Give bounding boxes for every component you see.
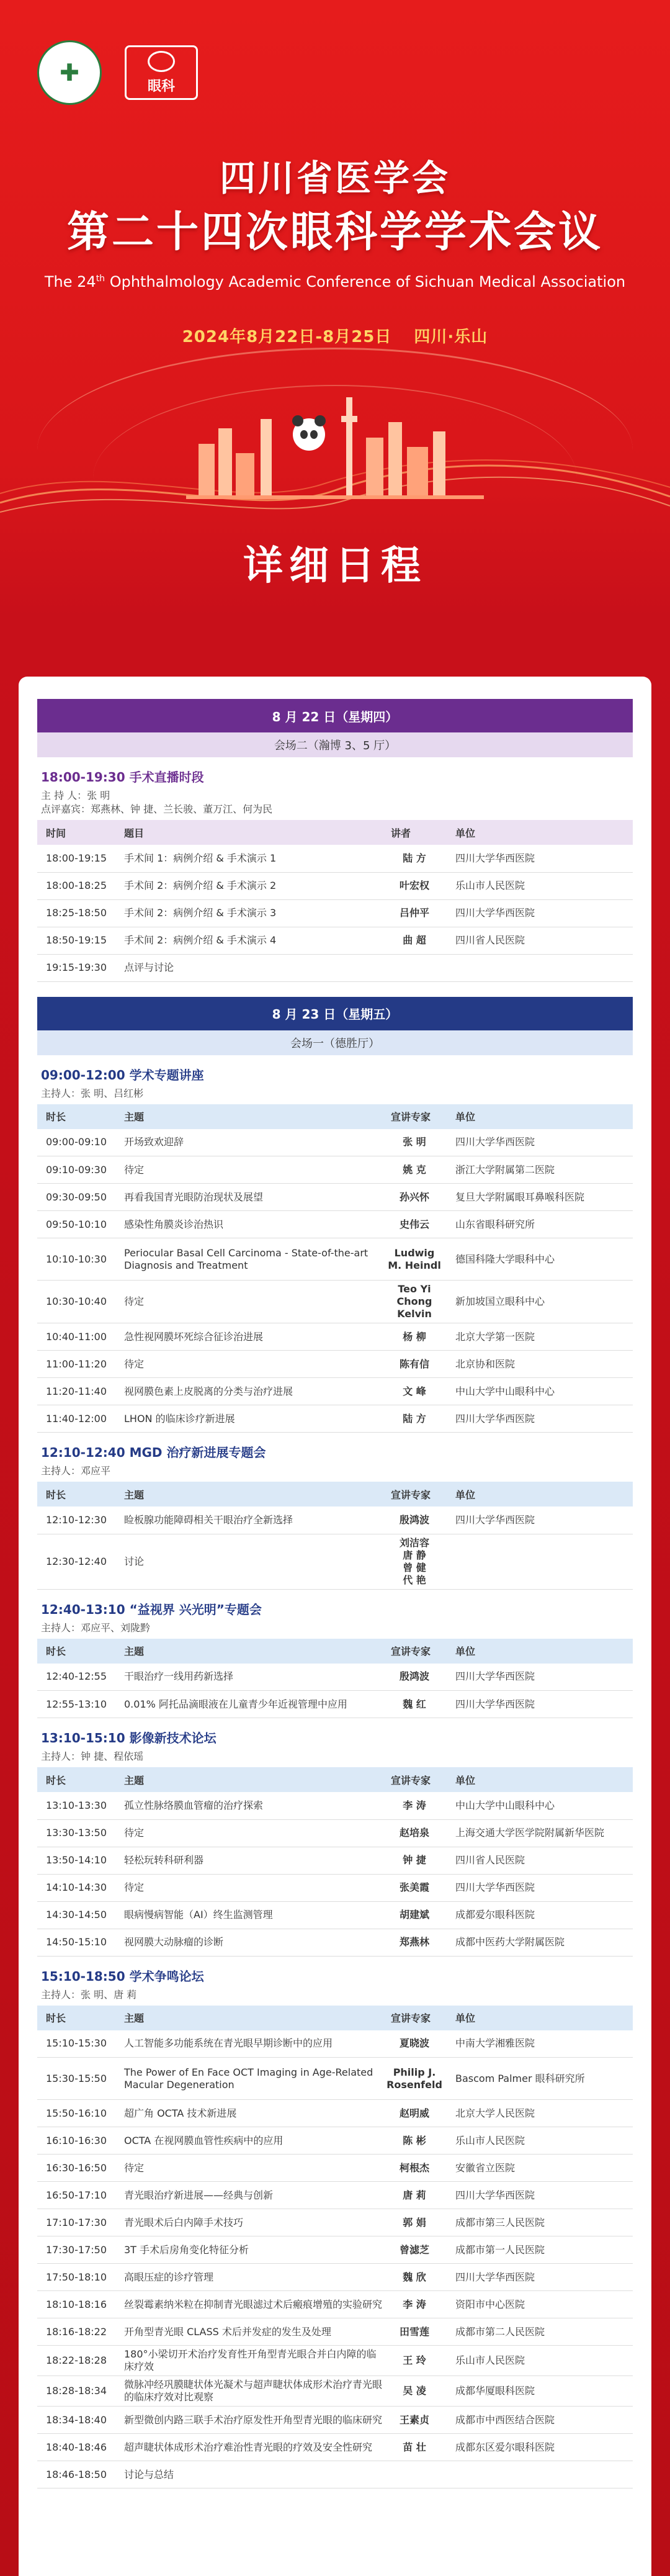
column-header: 时长 [37, 1767, 115, 1792]
topic-cell: 超声睫状体成形术治疗难治性青光眼的疗效及安全性研究 [115, 2434, 382, 2461]
speaker-cell: 曲 超 [382, 927, 447, 954]
table-row [37, 2209, 633, 2236]
table-row [37, 872, 633, 899]
column-header: 时长 [37, 1639, 115, 1664]
session-title: 18:00-19:30 手术直播时段 [41, 770, 204, 785]
time-cell: 14:50-15:10 [37, 1929, 115, 1956]
column-header: 宣讲专家 [382, 1767, 447, 1792]
speaker-cell: 郑燕林 [382, 1929, 447, 1956]
session-title: 12:10-12:40 MGD 治疗新进展专题会 [41, 1445, 266, 1460]
column-header: 宣讲专家 [382, 1104, 447, 1129]
topic-cell: 待定 [115, 1351, 382, 1378]
title-line-2: 第二十四次眼科学学术会议 [66, 208, 603, 257]
time-cell: 11:00-11:20 [37, 1351, 115, 1378]
session-block [37, 1055, 633, 1104]
column-header: 讲者 [382, 820, 447, 845]
speaker-cell: Philip J. Rosenfeld [382, 2058, 447, 2100]
table-row [37, 845, 633, 872]
speaker-cell: 叶宏权 [382, 872, 447, 899]
topic-cell: 视网膜色素上皮脱离的分类与治疗进展 [115, 1378, 382, 1405]
speaker-cell: 赵明威 [382, 2100, 447, 2127]
day2-sessions [37, 1055, 633, 2489]
speaker-cell [382, 954, 447, 981]
session-meta-line: 主持人：邓应平、刘陇黔 [41, 1621, 151, 1634]
session-block [37, 1590, 633, 1639]
session-chairs [41, 789, 629, 816]
session-block [37, 757, 633, 820]
speaker-cell: 姚 克 [382, 1156, 447, 1184]
session-title: 13:10-15:10 影像新技术论坛 [41, 1731, 217, 1745]
column-header: 时间 [37, 820, 115, 845]
session-block [37, 1957, 633, 2006]
speaker-cell: 唐 莉 [382, 2182, 447, 2209]
column-header: 单位 [447, 820, 633, 845]
topic-cell: 视网膜大动脉瘤的诊断 [115, 1929, 382, 1956]
affiliation-cell: 北京协和医院 [447, 1351, 633, 1378]
day-header-aug22: 8 月 22 日（星期四） [37, 699, 633, 732]
table-row [37, 2030, 633, 2058]
affiliation-cell: 四川大学华西医院 [447, 1129, 633, 1156]
table-row [37, 2461, 633, 2488]
time-cell: 18:28-18:34 [37, 2376, 115, 2407]
time-cell: 11:40-12:00 [37, 1405, 115, 1433]
schedule-table [37, 1482, 633, 1590]
table-row [37, 1405, 633, 1433]
session-meta-line: 主持人：钟 捷、程依瑶 [41, 1750, 144, 1762]
day-header-aug23: 8 月 23 日（星期五） [37, 997, 633, 1030]
time-cell: 09:30-09:50 [37, 1184, 115, 1211]
speaker-cell: 曾滤芝 [382, 2236, 447, 2264]
topic-cell: 180°小梁切开术治疗发育性开角型青光眼合并白内障的临床疗效 [115, 2346, 382, 2376]
column-header: 单位 [447, 1639, 633, 1664]
venue-label: 会场二（瀚博 3、5 厅） [37, 732, 633, 757]
column-header: 单位 [447, 1482, 633, 1506]
hero-banner [0, 0, 670, 670]
topic-cell: 人工智能多功能系统在青光眼早期诊断中的应用 [115, 2030, 382, 2058]
conference-location: 四川·乐山 [414, 328, 488, 346]
speaker-cell: 王 玲 [382, 2346, 447, 2376]
topic-cell: 0.01% 阿托品滴眼液在儿童青少年近视管理中应用 [115, 1691, 382, 1718]
time-cell: 15:10-15:30 [37, 2030, 115, 2058]
time-cell: 12:30-12:40 [37, 1534, 115, 1589]
affiliation-cell: 成都中医药大学附属医院 [447, 1929, 633, 1956]
affiliation-cell: 上海交通大学医学院附属新华医院 [447, 1819, 633, 1847]
speaker-cell: 钟 捷 [382, 1847, 447, 1874]
time-cell: 18:40-18:46 [37, 2434, 115, 2461]
conference-dates: 2024年8月22日-8月25日 [182, 328, 392, 346]
time-cell: 11:20-11:40 [37, 1378, 115, 1405]
table-row [37, 2376, 633, 2407]
time-cell: 16:30-16:50 [37, 2155, 115, 2182]
topic-cell: 青光眼治疗新进展——经典与创新 [115, 2182, 382, 2209]
time-cell: 14:30-14:50 [37, 1901, 115, 1929]
speaker-cell: 陈有信 [382, 1351, 447, 1378]
time-cell: 14:10-14:30 [37, 1874, 115, 1901]
table-row [37, 2236, 633, 2264]
affiliation-cell: 成都华厦眼科医院 [447, 2376, 633, 2407]
speaker-cell: 王素贞 [382, 2407, 447, 2434]
table-row [37, 1506, 633, 1534]
time-cell: 16:10-16:30 [37, 2127, 115, 2155]
session-title: 09:00-12:00 学术专题讲座 [41, 1067, 204, 1083]
column-header: 时长 [37, 1104, 115, 1129]
affiliation-cell: 成都东区爱尔眼科医院 [447, 2434, 633, 2461]
speaker-cell: 柯根杰 [382, 2155, 447, 2182]
session-meta-line: 主持人：邓应平 [41, 1465, 111, 1477]
title-line-1: 四川省医学会 [219, 157, 450, 199]
topic-cell: OCTA 在视网膜血管性疾病中的应用 [115, 2127, 382, 2155]
topic-cell: 微脉冲经巩膜睫状体光凝术与超声睫状体成形术治疗青光眼的临床疗效对比观察 [115, 2376, 382, 2407]
time-cell: 17:30-17:50 [37, 2236, 115, 2264]
table-row [37, 1129, 633, 1156]
time-cell: 12:55-13:10 [37, 1691, 115, 1718]
affiliation-cell: 成都市第二人民医院 [447, 2318, 633, 2346]
topic-cell: The Power of En Face OCT Imaging in Age-Related Macular Degeneration [115, 2058, 382, 2100]
column-header: 主题 [115, 1104, 382, 1129]
column-header: 单位 [447, 2006, 633, 2030]
affiliation-cell: 复旦大学附属眼耳鼻喉科医院 [447, 1184, 633, 1211]
affiliation-cell: 乐山市人民医院 [447, 872, 633, 899]
topic-cell: 待定 [115, 1156, 382, 1184]
topic-cell: 干眼治疗一线用药新选择 [115, 1664, 382, 1691]
table-row [37, 1664, 633, 1691]
topic-cell: 手术间 2：病例介绍 & 手术演示 3 [115, 899, 382, 927]
speaker-cell: 杨 柳 [382, 1323, 447, 1351]
affiliation-cell [447, 2461, 633, 2488]
session-chairs [41, 1750, 629, 1763]
affiliation-cell: 浙江大学附属第二医院 [447, 1156, 633, 1184]
table-row [37, 1211, 633, 1238]
speaker-cell: 李 涛 [382, 2291, 447, 2318]
column-header: 时长 [37, 2006, 115, 2030]
schedule-table [37, 2006, 633, 2489]
table-row [37, 2346, 633, 2376]
day1-sessions [37, 757, 633, 982]
session-chairs [41, 1087, 629, 1101]
affiliation-cell: 乐山市人民医院 [447, 2346, 633, 2376]
speaker-cell: 李 涛 [382, 1792, 447, 1819]
session-chairs [41, 1988, 629, 2002]
schedule-table [37, 1104, 633, 1433]
topic-cell: 待定 [115, 1819, 382, 1847]
topic-cell: 孤立性脉络膜血管瘤的治疗探索 [115, 1792, 382, 1819]
speaker-cell: 吕仲平 [382, 899, 447, 927]
affiliation-cell: 新加坡国立眼科中心 [447, 1281, 633, 1323]
time-cell: 13:50-14:10 [37, 1847, 115, 1874]
session-block [37, 1433, 633, 1482]
topic-cell: 再看我国青光眼防治现状及展望 [115, 1184, 382, 1211]
table-row [37, 1929, 633, 1956]
affiliation-cell: 资阳市中心医院 [447, 2291, 633, 2318]
session-chairs [41, 1464, 629, 1478]
time-cell: 12:40-12:55 [37, 1664, 115, 1691]
table-row [37, 2058, 633, 2100]
affiliation-cell: 成都市第三人民医院 [447, 2209, 633, 2236]
subtitle-english: The 24th Ophthalmology Academic Conference of Sichuan Medical Association [44, 273, 626, 290]
affiliation-cell: 中山大学中山眼科中心 [447, 1792, 633, 1819]
affiliation-cell: 安徽省立医院 [447, 2155, 633, 2182]
topic-cell: 急性视网膜坏死综合征诊治进展 [115, 1323, 382, 1351]
speaker-cell: 郭 娟 [382, 2209, 447, 2236]
table-row [37, 1819, 633, 1847]
session-meta-line: 主持人：张 明、唐 莉 [41, 1988, 137, 2001]
speaker-cell: 田雪莲 [382, 2318, 447, 2346]
table-row [37, 2264, 633, 2291]
topic-cell: 手术间 2：病例介绍 & 手术演示 2 [115, 872, 382, 899]
table-row [37, 954, 633, 981]
column-header: 主题 [115, 1639, 382, 1664]
session-title: 12:40-13:10 “益视界 兴光明”专题会 [41, 1601, 262, 1617]
affiliation-cell: 四川大学华西医院 [447, 1874, 633, 1901]
schedule-card [19, 677, 651, 2576]
column-header: 主题 [115, 2006, 382, 2030]
speaker-cell: 殷鸿波 [382, 1664, 447, 1691]
speaker-cell: 刘洁容 唐 静 曾 健 代 艳 [382, 1534, 447, 1589]
table-row [37, 2407, 633, 2434]
affiliation-cell [447, 954, 633, 981]
table-row [37, 1184, 633, 1211]
affiliation-cell: 中山大学中山眼科中心 [447, 1378, 633, 1405]
topic-cell: 讨论与总结 [115, 2461, 382, 2488]
city-skyline-illustration [174, 385, 496, 503]
time-cell: 18:22-18:28 [37, 2346, 115, 2376]
topic-cell: 讨论 [115, 1534, 382, 1589]
table-row [37, 1691, 633, 1718]
speaker-cell: 殷鸿波 [382, 1506, 447, 1534]
topic-cell: 超广角 OCTA 技术新进展 [115, 2100, 382, 2127]
affiliation-cell: 四川大学华西医院 [447, 1664, 633, 1691]
schedule-table [37, 1639, 633, 1719]
date-location [0, 324, 670, 347]
table-row [37, 1351, 633, 1378]
affiliation-cell: 中南大学湘雅医院 [447, 2030, 633, 2058]
affiliation-cell: 四川大学华西医院 [447, 2264, 633, 2291]
time-cell: 18:25-18:50 [37, 899, 115, 927]
time-cell: 12:10-12:30 [37, 1506, 115, 1534]
affiliation-cell: 四川省人民医院 [447, 927, 633, 954]
affiliation-cell [447, 1534, 633, 1589]
time-cell: 09:50-10:10 [37, 1211, 115, 1238]
topic-cell: 青光眼术后白内障手术技巧 [115, 2209, 382, 2236]
medical-association-logo: ✚ [32, 38, 107, 107]
table-row [37, 2318, 633, 2346]
table-row [37, 1378, 633, 1405]
topic-cell: 开场致欢迎辞 [115, 1129, 382, 1156]
time-cell: 16:50-17:10 [37, 2182, 115, 2209]
session-title: 15:10-18:50 学术争鸣论坛 [41, 1968, 204, 1984]
topic-cell: 开角型青光眼 CLASS 术后并发症的发生及处理 [115, 2318, 382, 2346]
speaker-cell: Ludwig M. Heindl [382, 1238, 447, 1281]
speaker-cell: 赵培泉 [382, 1819, 447, 1847]
speaker-cell: 魏 红 [382, 1691, 447, 1718]
speaker-cell: 孙兴怀 [382, 1184, 447, 1211]
affiliation-cell: Bascom Palmer 眼科研究所 [447, 2058, 633, 2100]
spacer [37, 982, 633, 997]
speaker-cell: Teo Yi Chong Kelvin [382, 1281, 447, 1323]
column-header: 单位 [447, 1767, 633, 1792]
time-cell: 18:46-18:50 [37, 2461, 115, 2488]
session-meta-line: 点评嘉宾：郑燕林、钟 捷、兰长骏、董万江、何为民 [41, 803, 273, 815]
table-row [37, 1323, 633, 1351]
table-row [37, 1534, 633, 1589]
speaker-cell: 陆 方 [382, 1405, 447, 1433]
speaker-cell: 张 明 [382, 1129, 447, 1156]
topic-cell: 点评与讨论 [115, 954, 382, 981]
affiliation-cell: 四川大学华西医院 [447, 845, 633, 872]
affiliation-cell: 成都爱尔眼科医院 [447, 1901, 633, 1929]
topic-cell: LHON 的临床诊疗新进展 [115, 1405, 382, 1433]
column-header: 主题 [115, 1482, 382, 1506]
schedule-table [37, 820, 633, 982]
column-header: 主题 [115, 1767, 382, 1792]
speaker-cell: 张美霞 [382, 1874, 447, 1901]
topic-cell: 感染性角膜炎诊治热识 [115, 1211, 382, 1238]
time-cell: 17:50-18:10 [37, 2264, 115, 2291]
affiliation-cell: 四川大学华西医院 [447, 1506, 633, 1534]
affiliation-cell: 北京大学人民医院 [447, 2100, 633, 2127]
session-meta-line: 主持人：张 明、吕红彬 [41, 1087, 144, 1099]
topic-cell: 手术间 2：病例介绍 & 手术演示 4 [115, 927, 382, 954]
topic-cell: 3T 手术后房角变化特征分析 [115, 2236, 382, 2264]
table-row [37, 1874, 633, 1901]
speaker-cell: 陈 彬 [382, 2127, 447, 2155]
column-header: 时长 [37, 1482, 115, 1506]
time-cell: 13:10-13:30 [37, 1792, 115, 1819]
table-row [37, 1847, 633, 1874]
speaker-cell: 胡建斌 [382, 1901, 447, 1929]
time-cell: 09:10-09:30 [37, 1156, 115, 1184]
topic-cell: 睑板腺功能障碍相关干眼治疗全新选择 [115, 1506, 382, 1534]
affiliation-cell: 四川省人民医院 [447, 1847, 633, 1874]
table-row [37, 1901, 633, 1929]
time-cell: 09:00-09:10 [37, 1129, 115, 1156]
venue-label: 会场一（德胜厅） [37, 1030, 633, 1055]
table-row [37, 1281, 633, 1323]
speaker-cell: 苗 壮 [382, 2434, 447, 2461]
affiliation-cell: 成都市中西医结合医院 [447, 2407, 633, 2434]
time-cell: 10:40-11:00 [37, 1323, 115, 1351]
time-cell: 18:00-19:15 [37, 845, 115, 872]
topic-cell: 轻松玩转科研利器 [115, 1847, 382, 1874]
affiliation-cell: 北京大学第一医院 [447, 1323, 633, 1351]
speaker-cell: 史伟云 [382, 1211, 447, 1238]
time-cell: 15:50-16:10 [37, 2100, 115, 2127]
table-row [37, 2127, 633, 2155]
topic-cell: 待定 [115, 2155, 382, 2182]
table-row [37, 2155, 633, 2182]
table-row [37, 927, 633, 954]
table-row [37, 2182, 633, 2209]
affiliation-cell: 四川大学华西医院 [447, 1405, 633, 1433]
column-header: 宣讲专家 [382, 1639, 447, 1664]
session-block [37, 1718, 633, 1767]
time-cell: 18:16-18:22 [37, 2318, 115, 2346]
conference-seal-logo: 眼科 [124, 38, 199, 107]
column-header: 题目 [115, 820, 382, 845]
time-cell: 17:10-17:30 [37, 2209, 115, 2236]
time-cell: 18:34-18:40 [37, 2407, 115, 2434]
table-row [37, 2100, 633, 2127]
session-chairs [41, 1621, 629, 1635]
affiliation-cell: 成都市第一人民医院 [447, 2236, 633, 2264]
schedule-table [37, 1767, 633, 1957]
speaker-cell: 吴 凌 [382, 2376, 447, 2407]
time-cell: 18:10-18:16 [37, 2291, 115, 2318]
schedule-heading: 详细日程 [243, 543, 427, 589]
time-cell: 18:00-18:25 [37, 872, 115, 899]
table-row [37, 1156, 633, 1184]
column-header: 宣讲专家 [382, 1482, 447, 1506]
affiliation-cell: 山东省眼科研究所 [447, 1211, 633, 1238]
affiliation-cell: 四川大学华西医院 [447, 899, 633, 927]
speaker-cell [382, 2461, 447, 2488]
time-cell: 15:30-15:50 [37, 2058, 115, 2100]
affiliation-cell: 乐山市人民医院 [447, 2127, 633, 2155]
affiliation-cell: 四川大学华西医院 [447, 2182, 633, 2209]
column-header: 宣讲专家 [382, 2006, 447, 2030]
speaker-cell: 夏晓波 [382, 2030, 447, 2058]
topic-cell: Periocular Basal Cell Carcinoma - State-of-the-art Diagnosis and Treatment [115, 1238, 382, 1281]
time-cell: 19:15-19:30 [37, 954, 115, 981]
topic-cell: 待定 [115, 1281, 382, 1323]
column-header: 单位 [447, 1104, 633, 1129]
time-cell: 18:50-19:15 [37, 927, 115, 954]
topic-cell: 眼病慢病智能（AI）终生监测管理 [115, 1901, 382, 1929]
affiliation-cell: 四川大学华西医院 [447, 1691, 633, 1718]
speaker-cell: 陆 方 [382, 845, 447, 872]
time-cell: 13:30-13:50 [37, 1819, 115, 1847]
speaker-cell: 文 峰 [382, 1378, 447, 1405]
affiliation-cell: 德国科隆大学眼科中心 [447, 1238, 633, 1281]
table-row [37, 2291, 633, 2318]
table-row [37, 1792, 633, 1819]
topic-cell: 手术间 1：病例介绍 & 手术演示 1 [115, 845, 382, 872]
table-row [37, 899, 633, 927]
topic-cell: 新型微创内路三联手术治疗原发性开角型青光眼的临床研究 [115, 2407, 382, 2434]
speaker-cell: 魏 欣 [382, 2264, 447, 2291]
topic-cell: 待定 [115, 1874, 382, 1901]
time-cell: 10:30-10:40 [37, 1281, 115, 1323]
topic-cell: 丝裂霉素纳米粒在抑制青光眼滤过术后瘢痕增殖的实验研究 [115, 2291, 382, 2318]
time-cell: 10:10-10:30 [37, 1238, 115, 1281]
topic-cell: 高眼压症的诊疗管理 [115, 2264, 382, 2291]
table-row [37, 1238, 633, 1281]
table-row [37, 2434, 633, 2461]
session-meta-line: 主 持 人：张 明 [41, 790, 110, 801]
